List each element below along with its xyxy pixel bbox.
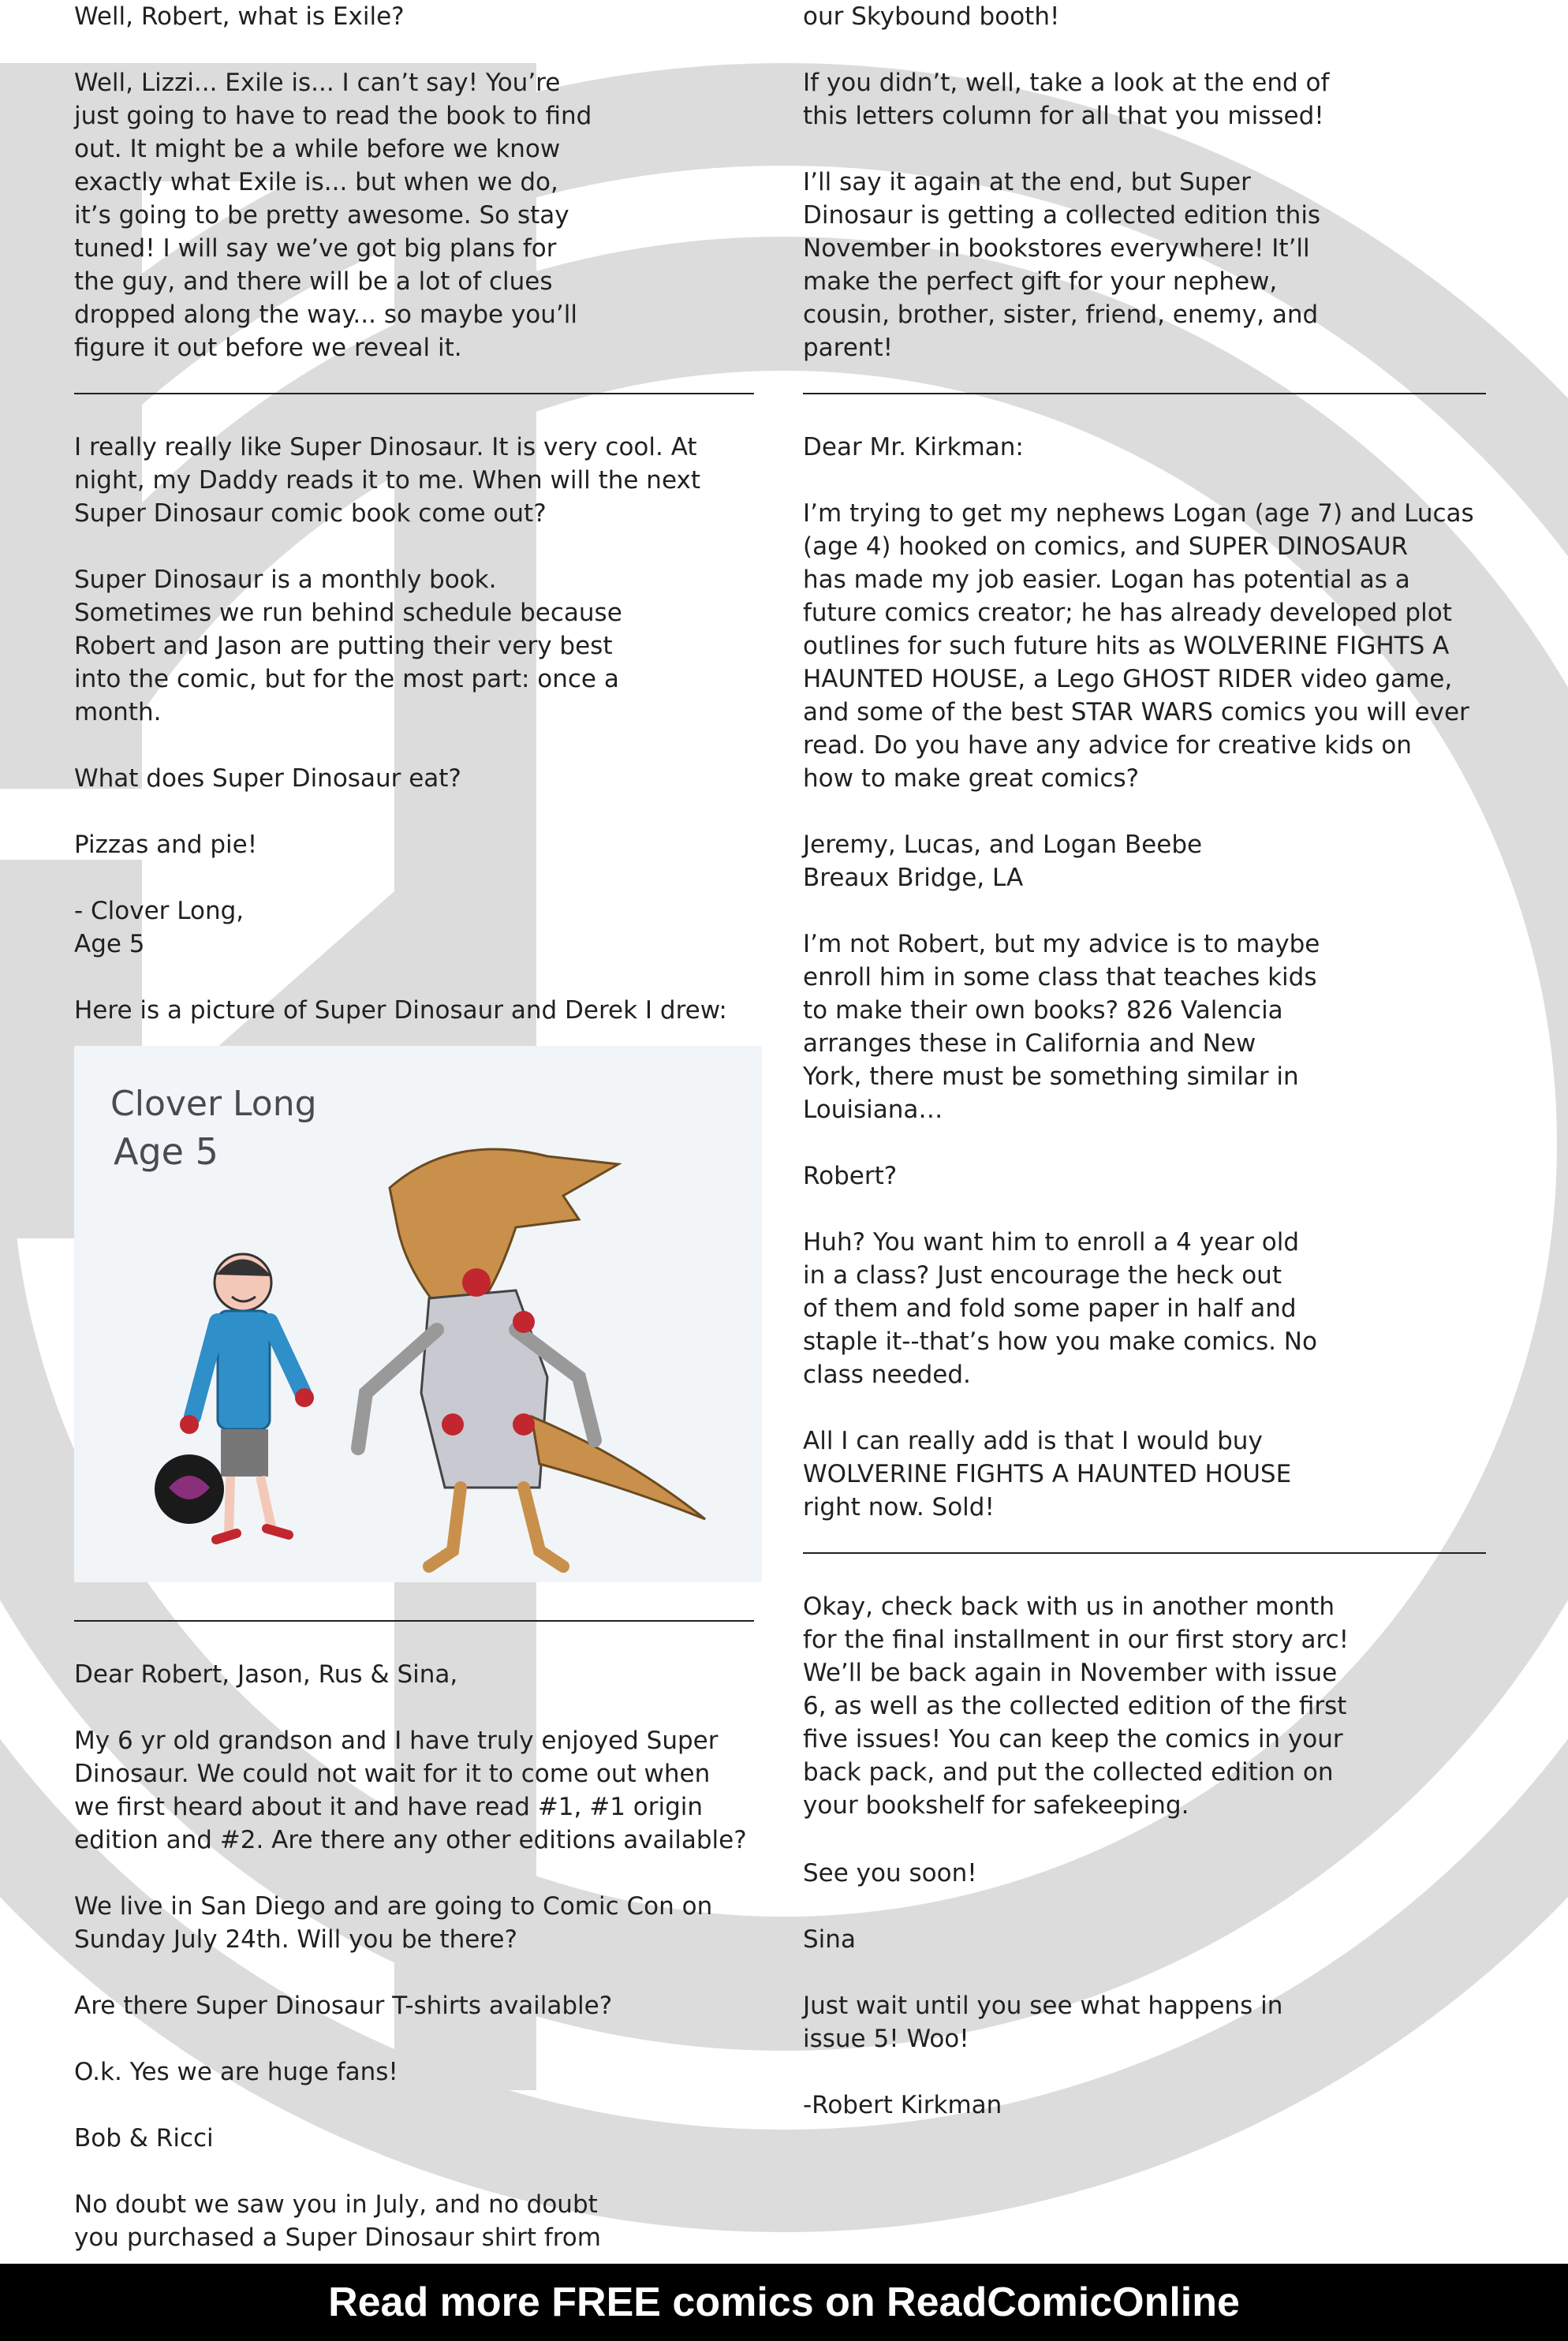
sold-answer: All I can really add is that I would buy WOLVERINE FIGHTS A HAUNTED HOUSE right now. Sold!: [803, 1427, 1292, 1521]
beebe-signature: Jeremy, Lucas, and Logan Beebe Breaux Bridge, LA: [803, 831, 1203, 892]
sina-signature: Sina: [803, 1925, 856, 1954]
closing-note: Okay, check back with us in another month for the final installment in our first story arc! We’ll be back again in November with issue 6, as well as the collected edition of the first five issues! You can keep the comics in your back pack, and put the collected edition on your bookshelf for safekeeping.: [803, 1592, 1350, 1820]
divider: [74, 393, 754, 394]
clover-signature: - Clover Long, Age 5: [74, 897, 245, 958]
boy-figure: [155, 1254, 314, 1540]
monthly-answer: Super Dinosaur is a monthly book. Sometimes we run behind schedule because Robert and Jason are putting their very best into the comic, but for the most part: once a month.: [74, 566, 622, 726]
exile-question: Well, Robert, what is Exile?: [74, 2, 405, 31]
see-you-soon: See you soon!: [803, 1859, 977, 1887]
footer-link-text[interactable]: Read more FREE comics on ReadComicOnline: [328, 2279, 1240, 2325]
issue-teaser: Just wait until you see what happens in issue 5! Woo!: [803, 1992, 1283, 2053]
kirkman-signature: -Robert Kirkman: [803, 2091, 1002, 2119]
advice-answer: I’m not Robert, but my advice is to maybe enroll him in some class that teaches kids to make their own books? 826 Valencia arranges these in California and New York, there must be something similar in Louisiana…: [803, 930, 1320, 1124]
eat-answer: Pizzas and pie!: [74, 831, 258, 859]
robert-answer: Huh? You want him to enroll a 4 year old in a class? Just encourage the heck out of them and fold some paper in half and staple it--that’s how you make comics. No class needed.: [803, 1228, 1317, 1389]
eat-question: What does Super Dinosaur eat?: [74, 764, 461, 793]
skybound-answer: No doubt we saw you in July, and no doubt you purchased a Super Dinosaur shirt from: [74, 2190, 601, 2252]
collected-edition-note: I’ll say it again at the end, but Super Dinosaur is getting a collected edition this November in bookstores everywhere! It’ll make the perfect gift for your nephew, cousin, brother, sister, friend, enemy, and parent!: [803, 168, 1321, 362]
tshirt-question: Are there Super Dinosaur T-shirts available?: [74, 1992, 613, 2020]
grandparents-greeting: Dear Robert, Jason, Rus & Sina,: [74, 1660, 458, 1689]
skybound-answer-continued: our Skybound booth!: [803, 2, 1060, 31]
divider: [803, 1552, 1486, 1554]
dinosaur-figure: [358, 1149, 705, 1566]
fans-statement: O.k. Yes we are huge fans!: [74, 2058, 398, 2086]
drawing-age-label: Age 5: [114, 1130, 218, 1173]
divider: [74, 1620, 754, 1622]
divider: [803, 393, 1486, 394]
grandparents-signature: Bob & Ricci: [74, 2124, 214, 2152]
picture-intro: Here is a picture of Super Dinosaur and Derek I drew:: [74, 996, 727, 1025]
child-drawing: [74, 1046, 762, 1582]
beebe-letter: I’m trying to get my nephews Logan (age 7) and Lucas (age 4) hooked on comics, and SUPER DINOSAUR has made my job easier. Logan has potential as a future comics creator; he has already developed plot outlines for such future hits as WOLVERINE FIGHTS A HAUNTED HOUSE, a Lego GHOST RIDER video game, and some of the best STAR WARS comics you will ever read. Do you have any advice for creative kids on how to make great comics?: [803, 499, 1474, 793]
exile-answer: Well, Lizzi... Exile is... I can’t say! You’re just going to have to read the book to find out. It might be a while before we know exactly what Exile is... but when we do, it’s going to be pretty awesome. So stay tuned! I will say we’ve got big plans for the guy, and there will be a lot of clues dropped along the way... so maybe you’ll figure it out before we reveal it.: [74, 69, 592, 362]
clover-letter: I really really like Super Dinosaur. It is very cool. At night, my Daddy reads it to me. When will the next Super Dinosaur comic book come out?: [74, 433, 700, 528]
drawing-name-label: Clover Long: [110, 1084, 317, 1124]
comic-con-question: We live in San Diego and are going to Comic Con on Sunday July 24th. Will you be there?: [74, 1892, 713, 1954]
robert-prompt: Robert?: [803, 1162, 898, 1190]
beebe-greeting: Dear Mr. Kirkman:: [803, 433, 1024, 461]
missed-note: If you didn’t, well, take a look at the end of this letters column for all that you missed!: [803, 69, 1330, 130]
grandparents-letter: My 6 yr old grandson and I have truly enjoyed Super Dinosaur. We could not wait for it to come out when we first heard about it and have read #1, #1 origin edition and #2. Are there any other editions available?: [74, 1727, 747, 1854]
footer-banner[interactable]: [0, 2264, 1568, 2341]
